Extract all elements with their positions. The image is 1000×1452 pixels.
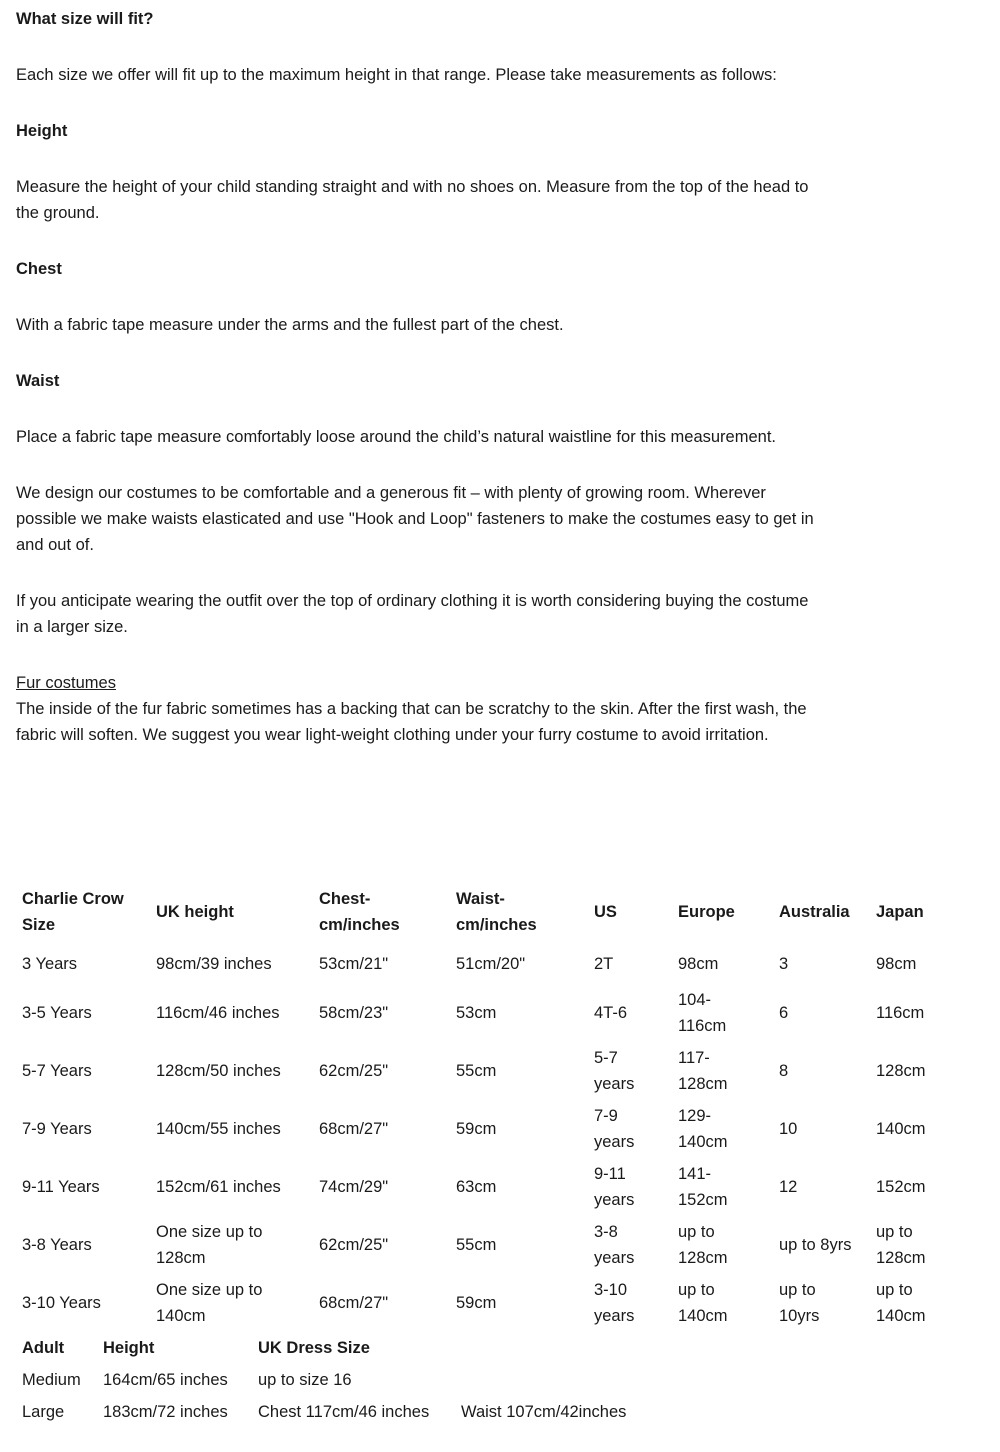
adult-cell: Medium: [22, 1371, 81, 1389]
adult-cell: up to size 16: [258, 1371, 352, 1389]
size-cell: 2T: [594, 955, 614, 973]
table-row: [16, 1364, 765, 1396]
size-cell: 53cm/21": [319, 955, 389, 973]
table-row: [16, 1042, 982, 1100]
size-cell: 5-7 years: [594, 1049, 635, 1093]
col-header-uk-dress-size: UK Dress Size: [258, 1339, 370, 1357]
height-heading: Height: [16, 122, 68, 140]
chest-heading: Chest: [16, 260, 62, 278]
size-cell: 7-9 Years: [22, 1120, 92, 1138]
col-header-charlie-crow-size: Charlie Crow Size: [22, 890, 124, 934]
size-cell: 10: [779, 1120, 798, 1138]
col-header-australia: Australia: [779, 903, 850, 921]
design-paragraph: We design our costumes to be comfortable and a generous fit – with plenty of growing room. Wherever possible we make waists elasticated and use "Hook and Loop" fasteners to make the costumes easy to get in and out of.: [16, 484, 814, 554]
size-cell: 116cm/46 inches: [156, 1004, 280, 1022]
size-cell: 58cm/23": [319, 1004, 389, 1022]
size-cell: 128cm: [876, 1062, 926, 1080]
size-cell: 9-11 years: [594, 1165, 635, 1209]
size-cell: 140cm/55 inches: [156, 1120, 281, 1138]
size-cell: 55cm: [456, 1236, 497, 1254]
size-cell: 104- 116cm: [678, 991, 727, 1035]
col-header-us: US: [594, 903, 617, 921]
table-row: [16, 984, 982, 1042]
col-header-europe: Europe: [678, 903, 735, 921]
adult-size-table: [16, 1332, 765, 1428]
adult-cell: 164cm/65 inches: [103, 1371, 228, 1389]
size-cell: 117- 128cm: [678, 1049, 728, 1093]
size-cell: 74cm/29": [319, 1178, 389, 1196]
size-cell: One size up to 140cm: [156, 1281, 263, 1325]
adult-cell: [455, 1364, 765, 1396]
col-header-empty: [455, 1332, 765, 1364]
size-cell: 3-8 years: [594, 1223, 635, 1267]
section-spacer: [16, 748, 984, 880]
size-cell: up to 128cm: [678, 1223, 728, 1267]
chest-paragraph: With a fabric tape measure under the arms and the fullest part of the chest.: [16, 316, 564, 334]
table-row: [16, 1158, 982, 1216]
adult-cell: Large: [22, 1403, 65, 1421]
size-cell: 6: [779, 1004, 789, 1022]
adult-cell: Waist 107cm/42inches: [461, 1403, 627, 1421]
size-cell: 98cm: [876, 955, 917, 973]
size-cell: 3-8 Years: [22, 1236, 92, 1254]
size-cell: 62cm/25": [319, 1062, 389, 1080]
size-cell: 152cm/61 inches: [156, 1178, 281, 1196]
fur-costumes-heading: Fur costumes: [16, 674, 116, 692]
table-row: [16, 1396, 765, 1428]
size-cell: 3 Years: [22, 955, 78, 973]
adult-cell: Chest 117cm/46 inches: [258, 1403, 430, 1421]
size-cell: 53cm: [456, 1004, 497, 1022]
size-cell: 140cm: [876, 1120, 926, 1138]
size-chart-table: [16, 880, 982, 1332]
size-cell: 3-5 Years: [22, 1004, 92, 1022]
size-cell: 129- 140cm: [678, 1107, 728, 1151]
size-cell: 3-10 Years: [22, 1294, 101, 1312]
waist-heading: Waist: [16, 372, 60, 390]
size-cell: One size up to 128cm: [156, 1223, 263, 1267]
size-cell: 152cm: [876, 1178, 926, 1196]
col-header-chest: Chest- cm/inches: [319, 890, 400, 934]
size-cell: 128cm/50 inches: [156, 1062, 281, 1080]
size-cell: 59cm: [456, 1120, 497, 1138]
size-cell: up to 140cm: [876, 1281, 926, 1325]
size-cell: 68cm/27": [319, 1120, 389, 1138]
size-cell: 116cm: [876, 1004, 925, 1022]
size-cell: 98cm: [678, 955, 719, 973]
size-cell: 68cm/27": [319, 1294, 389, 1312]
table-row: [16, 1100, 982, 1158]
size-cell: 59cm: [456, 1294, 497, 1312]
size-cell: 62cm/25": [319, 1236, 389, 1254]
page-title: What size will fit?: [16, 10, 154, 28]
col-header-adult-height: Height: [103, 1339, 155, 1357]
size-cell: up to 140cm: [678, 1281, 728, 1325]
col-header-adult: Adult: [22, 1339, 65, 1357]
size-cell: up to 8yrs: [779, 1236, 852, 1254]
size-cell: 141- 152cm: [678, 1165, 728, 1209]
size-cell: 98cm/39 inches: [156, 955, 272, 973]
intro-paragraph: Each size we offer will fit up to the maximum height in that range. Please take measurements as follows:: [16, 66, 777, 84]
size-cell: 9-11 Years: [22, 1178, 100, 1196]
size-cell: 55cm: [456, 1062, 497, 1080]
size-cell: 8: [779, 1062, 789, 1080]
size-cell: 4T-6: [594, 1004, 628, 1022]
adult-cell: 183cm/72 inches: [103, 1403, 228, 1421]
height-paragraph: Measure the height of your child standing straight and with no shoes on. Measure from the top of the head to the ground.: [16, 178, 809, 222]
size-cell: 5-7 Years: [22, 1062, 92, 1080]
size-cell: up to 128cm: [876, 1223, 926, 1267]
col-header-japan: Japan: [876, 903, 924, 921]
table-row: [16, 1274, 982, 1332]
size-cell: 12: [779, 1178, 798, 1196]
size-cell: 3-10 years: [594, 1281, 635, 1325]
col-header-uk-height: UK height: [156, 903, 234, 921]
larger-size-paragraph: If you anticipate wearing the outfit over the top of ordinary clothing it is worth considering buying the costume in a larger size.: [16, 592, 809, 636]
size-cell: 3: [779, 955, 789, 973]
fur-costumes-paragraph: The inside of the fur fabric sometimes has a backing that can be scratchy to the skin. After the first wash, the fabric will soften. We suggest you wear light-weight clothing under your furry costume to avoid irritation.: [16, 700, 807, 744]
table-row: [16, 1216, 982, 1274]
col-header-waist: Waist- cm/inches: [456, 890, 537, 934]
size-chart-header-row: [16, 880, 982, 944]
size-cell: 63cm: [456, 1178, 497, 1196]
table-row: [16, 944, 982, 984]
size-cell: up to 10yrs: [779, 1281, 820, 1325]
size-cell: 7-9 years: [594, 1107, 635, 1151]
waist-paragraph: Place a fabric tape measure comfortably loose around the child’s natural waistline for this measurement.: [16, 428, 776, 446]
adult-header-row: [16, 1332, 765, 1364]
size-cell: 51cm/20": [456, 955, 526, 973]
